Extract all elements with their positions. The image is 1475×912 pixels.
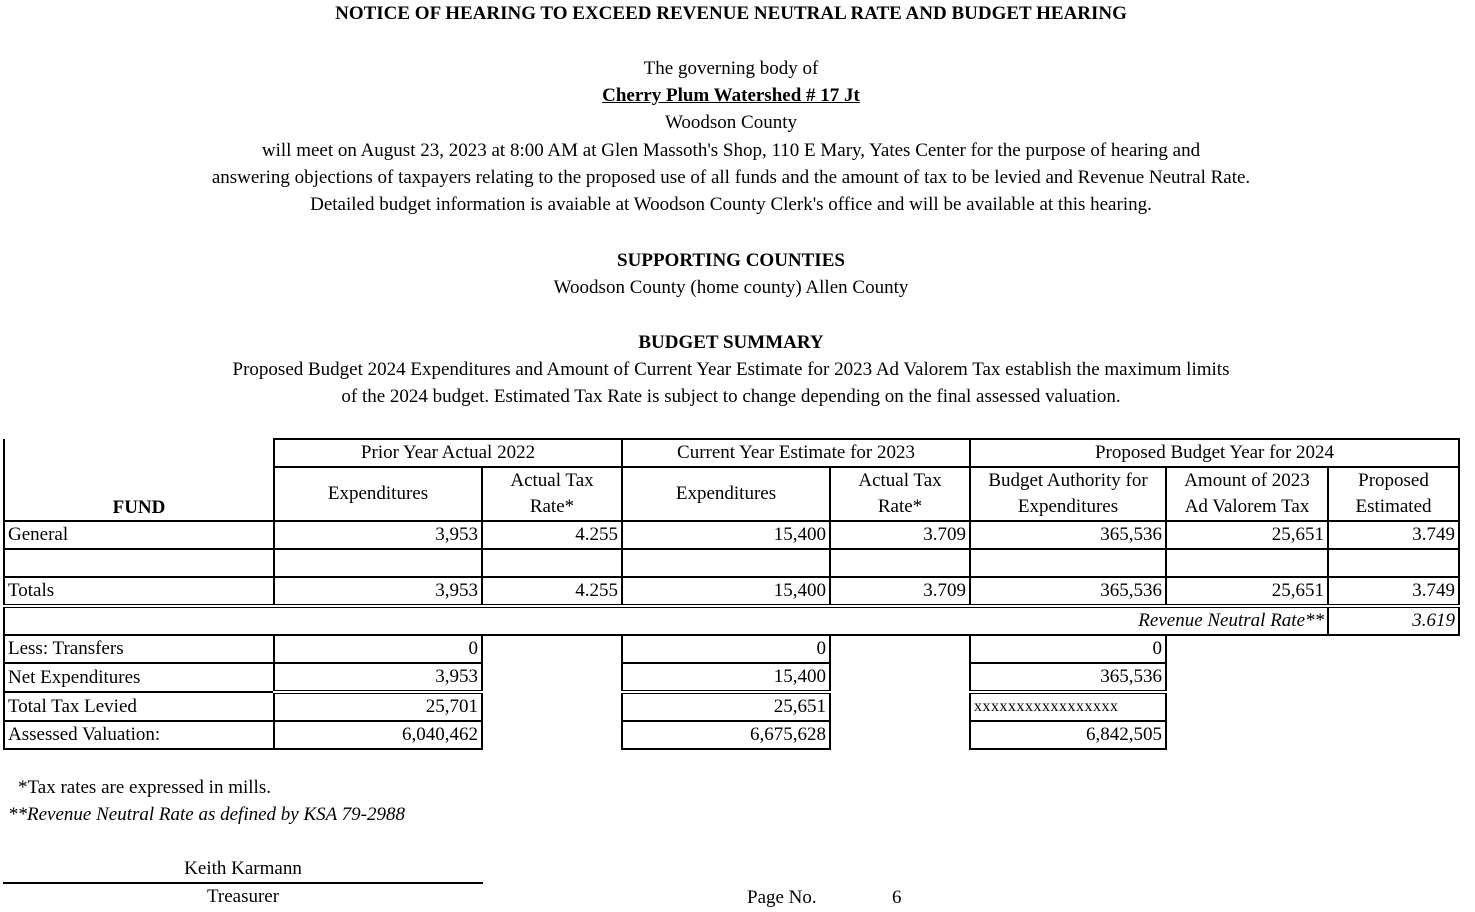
spacer-cell [1328, 663, 1459, 692]
row-label-cell: Less: Transfers [4, 635, 274, 663]
blank-cell [622, 549, 830, 577]
proposed-value-cell: 6,842,505 [970, 721, 1166, 749]
spacer-cell [1166, 721, 1328, 749]
entity-name: Cherry Plum Watershed # 17 Jt [602, 85, 860, 106]
footnote-revenue-neutral: **Revenue Neutral Rate as defined by KSA 79-2988 [8, 804, 405, 825]
spacer-cell [830, 663, 970, 692]
proposed-value-cell: 365,536 [970, 663, 1166, 692]
ad-valorem-cell: 25,651 [1166, 521, 1328, 549]
signature-line [3, 882, 483, 884]
budget-table [3, 438, 1460, 750]
blank-cell [970, 549, 1166, 577]
supporting-counties-heading: SUPPORTING COUNTIES [617, 250, 845, 271]
spacer-cell [1166, 692, 1328, 721]
prior-year-header: Prior Year Actual 2022 [274, 439, 622, 467]
proposed-rate-cell: 3.749 [1328, 577, 1459, 606]
current-year-header: Current Year Estimate for 2023 [622, 439, 970, 467]
current-value-cell: 0 [622, 635, 830, 663]
signature-title: Treasurer [206, 886, 280, 907]
spacer-cell [830, 692, 970, 721]
table-row-revenue-neutral [4, 606, 1459, 635]
footnote-tax-rates: *Tax rates are expressed in mills. [18, 777, 271, 798]
spacer-cell [1166, 663, 1328, 692]
blank-cell [830, 549, 970, 577]
page-number-label: Page No. [747, 887, 817, 908]
blank-cell [1328, 549, 1459, 577]
table-row-net-expenditures [4, 663, 1459, 692]
spacer-cell [830, 721, 970, 749]
table-row-general [4, 521, 1459, 549]
budget-summary-line1: Proposed Budget 2024 Expenditures and Amount of Current Year Estimate for 2023 Ad Valorem Tax establish the maximum limits [232, 359, 1230, 380]
meeting-line: will meet on August 23, 2023 at 8:00 AM at Glen Massoth's Shop, 110 E Mary, Yates Center for the purpose of hearing and [261, 140, 1201, 161]
blank-cell [1166, 549, 1328, 577]
row-label-cell: Assessed Valuation: [4, 721, 274, 749]
table-column-header-row [4, 467, 1459, 494]
current-expenditures-cell: 15,400 [622, 577, 830, 606]
proposed-year-header: Proposed Budget Year for 2024 [970, 439, 1459, 467]
prior-value-cell: 25,701 [274, 692, 482, 721]
revenue-neutral-value: 3.619 [1328, 606, 1459, 635]
fund-name-cell: General [4, 521, 274, 549]
budget-summary-line2: of the 2024 budget. Estimated Tax Rate is subject to change depending on the final assessed valuation. [341, 386, 1121, 407]
prior-expenditures-cell: 3,953 [274, 577, 482, 606]
prior-rate-header-1: Actual Tax [482, 467, 622, 494]
prior-value-cell: 3,953 [274, 663, 482, 692]
ad-valorem-cell: 25,651 [1166, 577, 1328, 606]
table-row-less-transfers [4, 635, 1459, 663]
proposed-rate-header-1: Proposed [1328, 467, 1459, 494]
proposed-value-cell: xxxxxxxxxxxxxxxxx [970, 692, 1166, 721]
fund-header: FUND [4, 467, 274, 521]
prior-value-cell: 6,040,462 [274, 721, 482, 749]
current-value-cell: 25,651 [622, 692, 830, 721]
spacer-cell [1166, 635, 1328, 663]
prior-expenditures-header: Expenditures [274, 467, 482, 521]
spacer-cell [482, 663, 622, 692]
prior-rate-cell: 4.255 [482, 521, 622, 549]
table-group-header-row [4, 439, 1459, 467]
budget-authority-cell: 365,536 [970, 521, 1166, 549]
current-rate-header-2: Rate* [830, 494, 970, 521]
row-label-cell: Net Expenditures [4, 663, 274, 692]
prior-value-cell: 0 [274, 635, 482, 663]
table-row-total-tax-levied [4, 692, 1459, 721]
spacer-cell [1328, 635, 1459, 663]
proposed-rate-cell: 3.749 [1328, 521, 1459, 549]
table-row-totals [4, 577, 1459, 606]
blank-cell [4, 549, 274, 577]
spacer-cell [482, 721, 622, 749]
revenue-neutral-label: Revenue Neutral Rate** [4, 606, 1328, 635]
objection-line: answering objections of taxpayers relating to the proposed use of all funds and the amount of tax to be levied and Revenue Neutral Rate. [211, 167, 1251, 188]
prior-expenditures-cell: 3,953 [274, 521, 482, 549]
spacer-cell [482, 635, 622, 663]
notice-title: NOTICE OF HEARING TO EXCEED REVENUE NEUTRAL RATE AND BUDGET HEARING [335, 3, 1127, 24]
spacer-cell [1328, 692, 1459, 721]
county-name: Woodson County [664, 112, 797, 133]
current-rate-cell: 3.709 [830, 521, 970, 549]
budget-authority-cell: 365,536 [970, 577, 1166, 606]
proposed-value-cell: 0 [970, 635, 1166, 663]
proposed-rate-header-2: Estimated [1328, 494, 1459, 521]
current-rate-cell: 3.709 [830, 577, 970, 606]
row-label-cell: Total Tax Levied [4, 692, 274, 721]
blank-cell [482, 549, 622, 577]
fund-header-spacer [4, 439, 274, 467]
supporting-counties-list: Woodson County (home county) Allen County [553, 277, 909, 298]
governing-body-intro: The governing body of [643, 58, 819, 79]
page-number-value: 6 [892, 887, 902, 908]
budget-summary-heading: BUDGET SUMMARY [638, 332, 824, 353]
current-value-cell: 6,675,628 [622, 721, 830, 749]
budget-authority-header-2: Expenditures [970, 494, 1166, 521]
current-rate-header-1: Actual Tax [830, 467, 970, 494]
detail-line: Detailed budget information is avaiable at Woodson County Clerk's office and will be available at this hearing. [310, 194, 1152, 215]
signature-name: Keith Karmann [184, 858, 302, 879]
blank-cell [274, 549, 482, 577]
spacer-cell [1328, 721, 1459, 749]
current-expenditures-cell: 15,400 [622, 521, 830, 549]
current-expenditures-header: Expenditures [622, 467, 830, 521]
current-value-cell: 15,400 [622, 663, 830, 692]
fund-name-cell: Totals [4, 577, 274, 606]
prior-rate-header-2: Rate* [482, 494, 622, 521]
budget-authority-header-1: Budget Authority for [970, 467, 1166, 494]
spacer-cell [830, 635, 970, 663]
table-row-assessed-valuation [4, 721, 1459, 749]
spacer-cell [482, 692, 622, 721]
ad-valorem-header-2: Ad Valorem Tax [1166, 494, 1328, 521]
prior-rate-cell: 4.255 [482, 577, 622, 606]
table-row-blank [4, 549, 1459, 577]
ad-valorem-header-1: Amount of 2023 [1166, 467, 1328, 494]
